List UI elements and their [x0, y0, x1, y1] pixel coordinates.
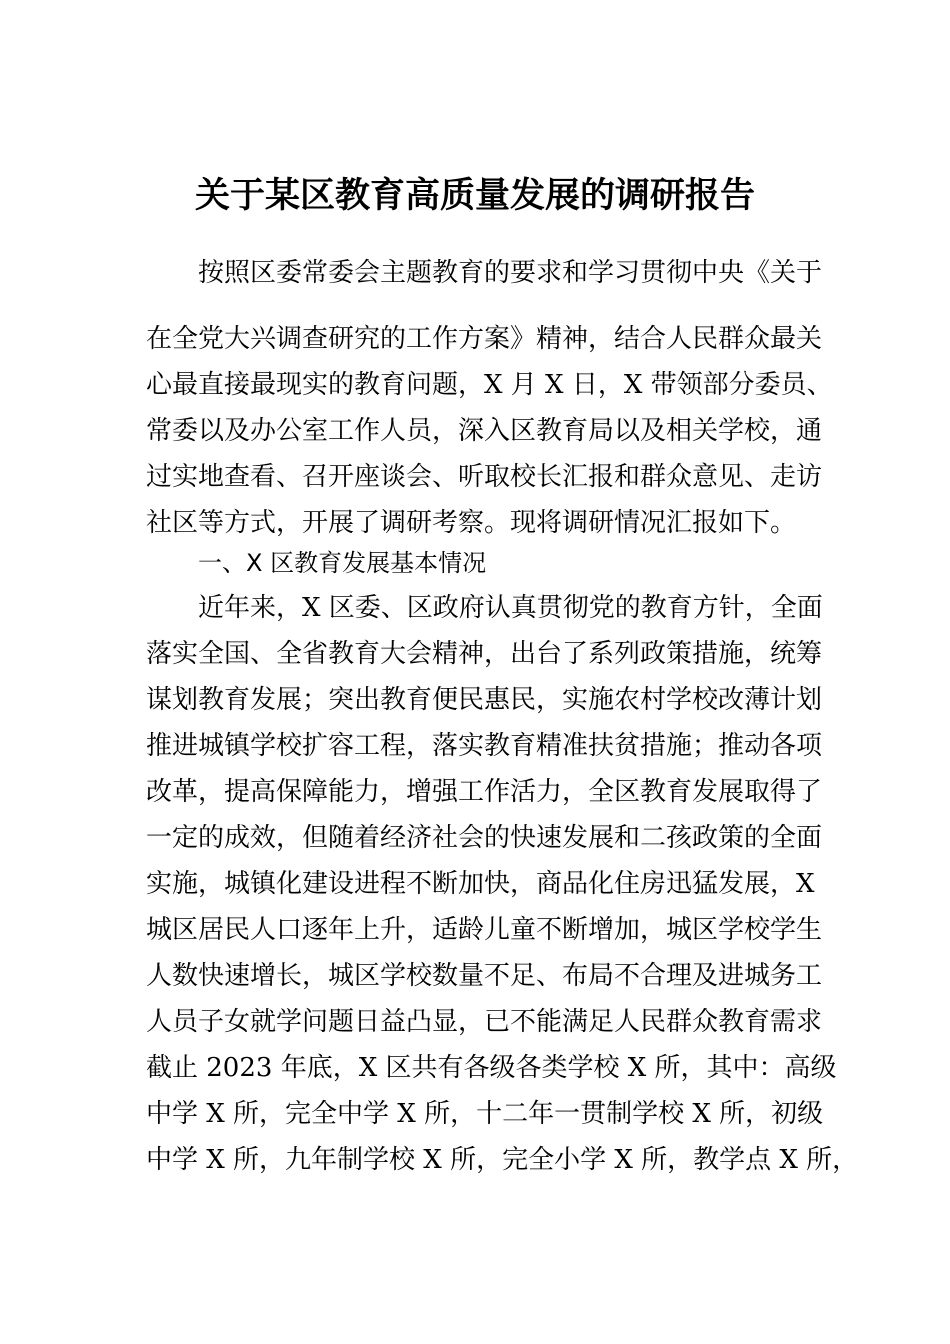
text-line: 社区等方式，开展了调研考察。现将调研情况汇报如下。 [146, 508, 797, 538]
text-line: 截止 2023 年底，X 区共有各级各类学校 X 所，其中：高级 [146, 1053, 837, 1083]
text-line: 人员子女就学问题日益凸显，已不能满足人民群众教育需求 [146, 1007, 823, 1037]
text-line: 实施，城镇化建设进程不断加快，商品化住房迅猛发展，X [146, 869, 815, 899]
text-line: 在全党大兴调查研究的工作方案》精神，结合人民群众最关 [146, 324, 823, 354]
section-heading: 一、X 区教育发展基本情况 [198, 549, 487, 577]
text-line: 心最直接最现实的教育问题，X 月 X 日，X 带领部分委员、 [146, 370, 833, 400]
text-line: 中学 X 所，九年制学校 X 所，完全小学 X 所，教学点 X 所， [146, 1145, 859, 1175]
text-line: 人数快速增长，城区学校数量不足、布局不合理及进城务工 [146, 961, 823, 991]
text-line: 近年来，X 区委、区政府认真贯彻党的教育方针，全面 [198, 593, 823, 623]
text-line: 城区居民人口逐年上升，适龄儿童不断增加，城区学校学生 [146, 915, 823, 945]
text-line: 过实地查看、召开座谈会、听取校长汇报和群众意见、走访 [146, 462, 823, 492]
text-line: 推进城镇学校扩容工程，落实教育精准扶贫措施；推动各项 [146, 731, 823, 761]
text-line: 改革，提高保障能力，增强工作活力，全区教育发展取得了 [146, 777, 823, 807]
text-line: 谋划教育发展；突出教育便民惠民，实施农村学校改薄计划 [146, 685, 823, 715]
document-title: 关于某区教育高质量发展的调研报告 [194, 175, 755, 216]
text-line: 落实全国、全省教育大会精神，出台了系列政策措施，统筹 [146, 639, 823, 669]
text-line: 常委以及办公室工作人员，深入区教育局以及相关学校，通 [146, 416, 823, 446]
text-line: 按照区委常委会主题教育的要求和学习贯彻中央《关于 [198, 258, 823, 288]
text-line: 中学 X 所，完全中学 X 所，十二年一贯制学校 X 所，初级 [146, 1099, 824, 1129]
text-line: 一定的成效，但随着经济社会的快速发展和二孩政策的全面 [146, 823, 823, 853]
